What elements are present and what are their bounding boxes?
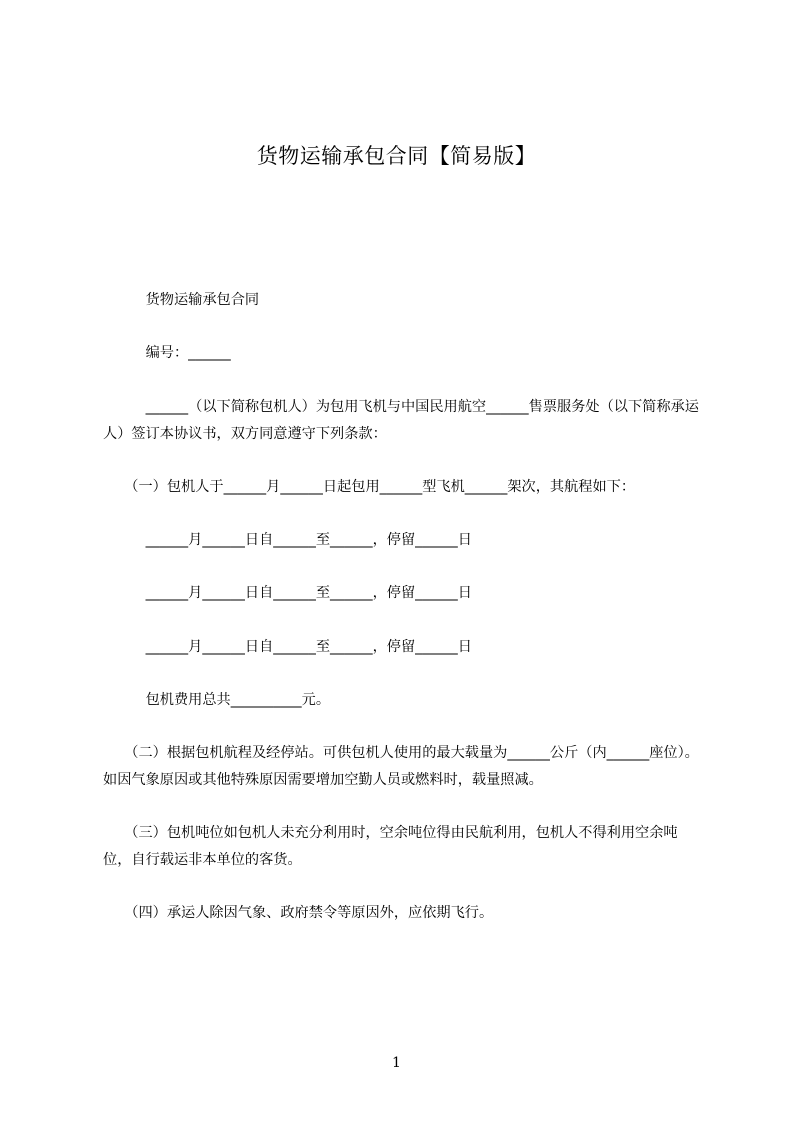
itinerary-line: ______月______日自______至______，停留______日: [103, 639, 472, 655]
contract-number: 编号：______: [103, 345, 231, 361]
charter-fee-total: 包机费用总共__________元。: [103, 692, 331, 708]
clause-1: （一）包机人于______月______日起包用______型飞机______架次，其航程如下：: [103, 479, 636, 495]
itinerary-line: ______月______日自______至______，停留______日: [103, 585, 472, 601]
clause-2: （二）根据包机航程及经停站。可供包机人使用的最大载量为______公斤（内______座位）。如因气象原因或其他特殊原因需要增加空勤人员或燃料时，载量照减。: [103, 745, 699, 788]
clause-4: （四）承运人除因气象、政府禁令等原因外，应依期飞行。: [103, 905, 494, 921]
document-title: 货物运输承包合同【简易版】: [256, 144, 537, 168]
clause-3: （三）包机吨位如包机人未充分利用时，空余吨位得由民航利用，包机人不得利用空余吨位，自行载运非本单位的客货。: [103, 825, 678, 868]
page-number: 1: [392, 1055, 401, 1071]
contract-preamble: ______（以下简称包机人）为包用飞机与中国民用航空______售票服务处（以下简称承运人）签订本协议书，双方同意遵守下列条款：: [103, 399, 699, 442]
contract-heading: 货物运输承包合同: [103, 292, 260, 308]
itinerary-line: ______月______日自______至______，停留______日: [103, 532, 472, 548]
